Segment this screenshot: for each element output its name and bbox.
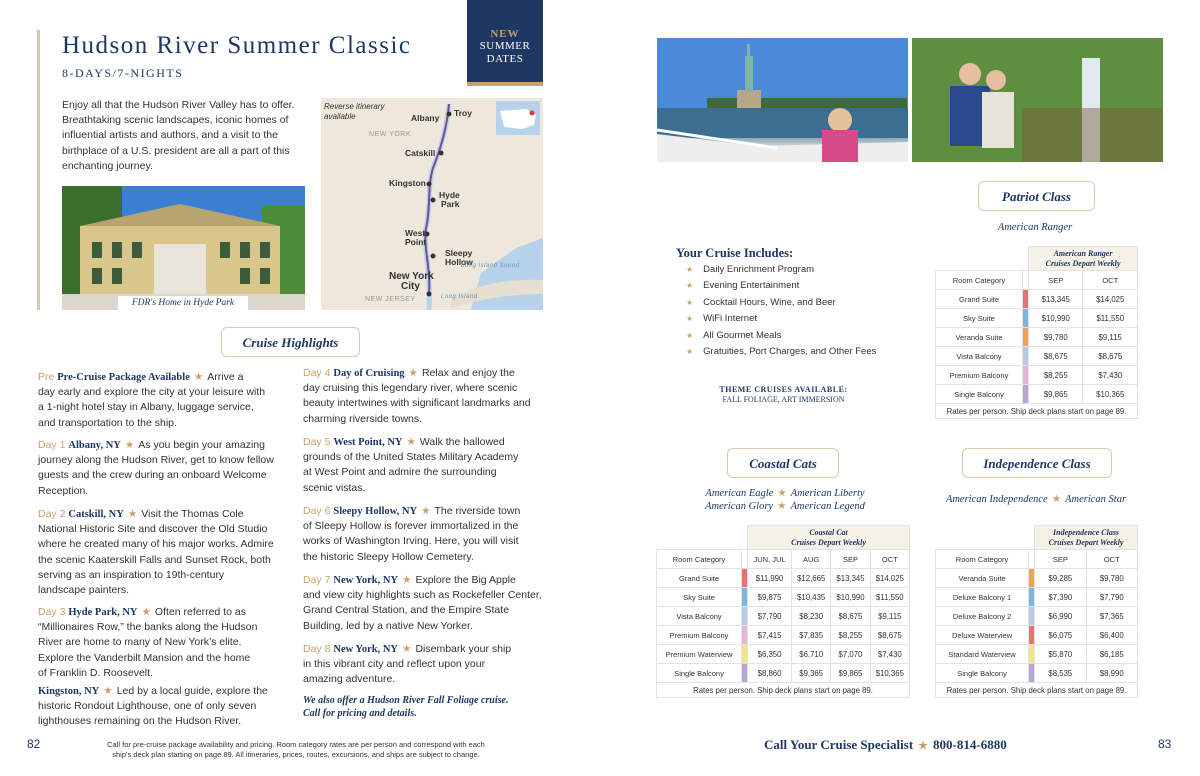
map-state-ny: NEW YORK	[369, 131, 411, 138]
table-row: Vista Balcony $8,675 $8,675	[936, 347, 1138, 366]
day-text: grounds of the United States Military Academy	[303, 451, 519, 464]
day-title: New York, NY	[333, 575, 399, 586]
table-row: Deluxe Waterview $6,075 $6,400	[936, 626, 1138, 645]
ship-name: American Ranger	[997, 222, 1073, 233]
ship-name: American Liberty	[790, 488, 865, 499]
day-text: The riverside town	[434, 505, 521, 517]
couple-waterfall-photo	[912, 38, 1163, 162]
star-icon: ★	[686, 314, 694, 324]
includes-item	[686, 311, 876, 327]
day-entry-pre: Pre Pre-Cruise Package Available ★ Arrive a day early and explore the city at your leisure with a 1-night hotel stay in Albany, luggage service, and transportation to the ship.	[38, 371, 266, 429]
page-number-left: 82	[27, 737, 41, 751]
independence-rates-table	[935, 525, 1138, 698]
day-text: charming riverside towns.	[303, 412, 423, 425]
phone-number[interactable]: 800-814-6880	[933, 737, 1007, 752]
cruise-highlights-label: Cruise Highlights	[221, 327, 360, 357]
ship-name: American Legend	[790, 501, 865, 512]
table-row: Deluxe Balcony 1 $7,390 $7,790	[936, 588, 1138, 607]
day-label: Pre	[38, 371, 55, 383]
map-hollow: Hollow	[445, 257, 473, 267]
statue-of-liberty-photo	[657, 38, 908, 162]
star-icon: ★	[686, 297, 694, 307]
table-head: American Ranger Cruises Depart Weekly	[1029, 247, 1138, 271]
table-row: Deluxe Balcony 2 $6,990 $7,365	[936, 607, 1138, 626]
column-header: AUG	[792, 550, 831, 569]
map-kingston: Kingston	[389, 178, 426, 188]
star-icon: ★	[918, 740, 929, 752]
day-text: historic Rondout Lighthouse, one of only seven	[38, 700, 257, 713]
star-icon: ★	[686, 330, 694, 340]
day-text: amazing adventure.	[303, 673, 396, 686]
map-nyc-2: City	[401, 281, 420, 292]
column-header: OCT	[870, 550, 909, 569]
intro-paragraph: Enjoy all that the Hudson River Valley has to offer. Breathtaking scenic landscapes, iconic homes of influential artists and authors, and a visit to the birthplace of a U.S. president are all a part of this enchanting journey.	[62, 99, 295, 172]
includes-item	[686, 278, 876, 294]
includes-item	[686, 262, 876, 278]
table-row: Premium Balcony $7,415 $7,835 $8,255 $8,675	[657, 626, 910, 645]
column-header: Room Category	[936, 271, 1023, 290]
map-west: West	[405, 228, 426, 238]
badge-line-2: SUMMER	[479, 40, 531, 52]
column-header: Room Category	[657, 550, 742, 569]
day-title: West Point, NY	[333, 437, 403, 448]
day-text: River are home to many of New York’s elite.	[38, 636, 242, 649]
day-text: landscape painters.	[38, 584, 130, 597]
day-title: Day of Cruising	[333, 368, 405, 379]
footnote-line-1: Call for pre-cruise package availability and pricing. Room category rates are per person and correspond with each	[107, 740, 485, 749]
column-header: Room Category	[936, 550, 1029, 569]
day-text: of Sleepy Hollow is forever immortalized in the	[303, 520, 519, 533]
coastal-rates-table	[656, 525, 910, 698]
statue-photo-illustration	[657, 38, 908, 162]
day-text: Walk the hallowed	[419, 436, 505, 448]
map-note-line-1: Reverse itinerary	[324, 102, 385, 111]
day-text: Explore the Vanderbilt Mansion and the home	[38, 651, 251, 664]
column-header: JUN, JUL	[748, 550, 792, 569]
day-label: Day 2	[38, 508, 66, 520]
day-label: Day 5	[303, 436, 331, 448]
day-text: the scenic Kaaterskill Falls and Sunset Rock, both	[38, 553, 271, 566]
includes-item-text: Gratuities, Port Charges, and Other Fees	[703, 346, 877, 358]
table-head: Independence Class Cruises Depart Weekly	[1035, 526, 1138, 550]
map-albany: Albany	[411, 113, 440, 123]
map-li-sound: Long Island Sound	[461, 263, 520, 269]
day-text: As you begin your amazing	[138, 439, 265, 451]
table-row: Grand Suite $13,345 $14,025	[936, 290, 1138, 309]
photo-caption: FDR's Home in Hyde Park	[118, 296, 248, 312]
theme-list: FALL FOLIAGE, ART IMMERSION	[722, 395, 845, 404]
fdr-home-photo	[62, 186, 305, 310]
day-label: Day 7	[303, 574, 331, 586]
day-entry-kingston: Kingston, NY ★ Led by a local guide, explore the historic Rondout Lighthouse, one of only seven lighthouses remaining on the Hudson River.	[38, 685, 268, 728]
table-row: Single Balcony $8,535 $8,990	[936, 664, 1138, 683]
includes-item	[686, 328, 876, 344]
theme-cruises	[676, 385, 891, 405]
map-note	[324, 102, 384, 122]
coastal-ships: American Eagle ★ American Liberty American Glory ★ American Legend	[705, 488, 865, 512]
day-text: and view city highlights such as Rockefeller Center,	[303, 589, 542, 602]
star-icon: ★	[686, 347, 694, 357]
independence-class-label: Independence Class	[962, 448, 1112, 478]
day-text: “Millionaires Row,” the banks along the Hudson	[38, 621, 258, 634]
includes-item-text: Evening Entertainment	[703, 280, 800, 292]
column-header: SEP	[831, 550, 870, 569]
day-title: Albany, NY	[68, 440, 121, 451]
ship-name: American Glory	[705, 501, 774, 512]
day-entry-5: Day 5 West Point, NY ★ Walk the hallowed grounds of the United States Military Academy at West Point and admire the surrounding scenic vistas.	[303, 436, 519, 494]
us-inset-map	[496, 101, 540, 135]
badge-line-3: DATES	[486, 53, 524, 65]
includes-item	[686, 344, 876, 360]
table-note: Rates per person. Ship deck plans start on page 89.	[936, 683, 1138, 698]
map-sleepy: Sleepy	[445, 248, 473, 258]
day-text: journey along the Hudson River, get to know fellow	[38, 454, 274, 467]
day-entry-3: Day 3 Hyde Park, NY ★ Often referred to as “Millionaires Row,” the banks along the Hudson River are home to many of New York’s elite. Explore the Vanderbilt Mansion and the home of Franklin D. Roosevelt.	[38, 606, 258, 679]
table-row: Single Balcony $8,860 $9,365 $9,865 $10,365	[657, 664, 910, 683]
ship-name: American Independence	[945, 494, 1048, 505]
table-row: Standard Waterview $5,870 $6,185	[936, 645, 1138, 664]
map-long-island: Long Island	[441, 294, 478, 300]
patriot-ships	[960, 221, 1110, 234]
day-text: beauty intertwines with significant landmarks and	[303, 397, 531, 410]
day-entry-4: Day 4 Day of Cruising ★ Relax and enjoy the day cruising this legendary river, where scenic beauty intertwines with significant landmarks and charming riverside towns.	[303, 367, 531, 425]
table-row: Vista Balcony $7,790 $8,230 $8,675 $9,115	[657, 607, 910, 626]
couple-photo-illustration	[912, 38, 1163, 162]
badge-line-1: NEW	[490, 28, 520, 40]
day-text: and transportation to the ship.	[38, 416, 177, 429]
day-text: works of Washington Irving. Here, you will visit	[303, 535, 519, 548]
table-row: Veranda Suite $9,780 $9,115	[936, 328, 1138, 347]
day-label: Day 1	[38, 439, 66, 451]
day-title: Pre-Cruise Package Available	[57, 372, 190, 383]
day-text: Explore the Big Apple	[415, 574, 516, 586]
day-text: Led by a local guide, explore the	[116, 685, 268, 697]
day-title: Hyde Park, NY	[68, 607, 138, 618]
day-text: Visit the Thomas Cole	[141, 508, 244, 520]
table-row: Veranda Suite $9,285 $9,780	[936, 569, 1138, 588]
table-note: Rates per person. Ship deck plans start on page 89.	[657, 683, 910, 698]
patriot-class-label: Patriot Class	[978, 181, 1095, 211]
map-note-line-2: available	[324, 112, 356, 121]
star-icon: ★	[686, 265, 694, 274]
table-row: Grand Suite $11,990 $12,665 $13,345 $14,025	[657, 569, 910, 588]
ship-name: American Eagle	[705, 488, 774, 499]
page-number-right: 83	[1158, 737, 1172, 751]
map-state-nj: NEW JERSEY	[365, 296, 416, 303]
day-text: Arrive a	[207, 371, 244, 383]
call-to-action	[764, 737, 1007, 753]
fall-foliage-offer	[303, 694, 533, 720]
coastal-cats-label: Coastal Cats	[727, 448, 839, 478]
day-text: day early and explore the city at your leisure with	[38, 386, 266, 399]
map-nyc-1: New York	[389, 271, 434, 282]
column-header: SEP	[1035, 550, 1086, 569]
day-title: Kingston, NY	[38, 686, 100, 697]
day-text: at West Point and admire the surrounding	[303, 466, 497, 479]
map-point: Point	[405, 237, 427, 247]
table-row: Premium Balcony $8,255 $7,430	[936, 366, 1138, 385]
day-title: Catskill, NY	[68, 509, 124, 520]
map-catskill: Catskill	[405, 148, 436, 158]
day-text: a 1-night hotel stay in Albany, luggage service,	[38, 401, 254, 414]
day-label: Day 4	[303, 367, 331, 379]
includes-title: Your Cruise Includes:	[676, 246, 794, 260]
table-row: Sky Suite $10,990 $11,550	[936, 309, 1138, 328]
day-text: of Franklin D. Roosevelt.	[38, 666, 153, 679]
includes-list	[686, 262, 876, 360]
day-entry-8: Day 8 New York, NY ★ Disembark your ship in this vibrant city and reflect upon your amazing adventure.	[303, 643, 512, 686]
patriot-rates-table	[935, 246, 1138, 419]
table-head: Coastal Cat Cruises Depart Weekly	[748, 526, 910, 550]
day-text: National Historic Site and discover the Old Studio	[38, 523, 268, 536]
day-text: in this vibrant city and reflect upon your	[303, 658, 486, 671]
includes-item-text: Cocktail Hours, Wine, and Beer	[703, 296, 836, 308]
table-row: Premium Waterview $6,350 $6,710 $7,070 $7,430	[657, 645, 910, 664]
day-text: lighthouses remaining on the Hudson River.	[38, 715, 242, 728]
table-row: Single Balcony $9,865 $10,365	[936, 385, 1138, 404]
us-outline-icon	[496, 101, 540, 135]
star-icon: ★	[686, 281, 694, 291]
day-text: Disembark your ship	[415, 643, 512, 655]
includes-item-text: Daily Enrichment Program	[703, 264, 815, 275]
day-text: Often referred to as	[154, 606, 246, 618]
theme-title: THEME CRUISES AVAILABLE:	[719, 385, 848, 394]
day-entry-7: Day 7 New York, NY ★ Explore the Big Apple and view city highlights such as Rockefeller Center, Grand Central Station, and the Empire State Building, led by a native New Yorker.	[303, 574, 542, 632]
footnote	[86, 740, 506, 760]
column-header: OCT	[1083, 271, 1138, 290]
day-label: Day 3	[38, 606, 66, 618]
itinerary-map	[321, 98, 543, 310]
page-title: Hudson River Summer Classic	[62, 32, 412, 59]
title-accent-bar	[37, 30, 40, 310]
day-entry-2: Day 2 Catskill, NY ★ Visit the Thomas Cole National Historic Site and discover the Old Studio where he created many of his major works. Admire the scenic Kaaterskill Falls and Sunset Rock, both serving as an inspiration to 19th-century landscape painters.	[38, 508, 274, 597]
column-header: OCT	[1086, 550, 1137, 569]
day-text: serving as an inspiration to 19th-century	[38, 568, 225, 581]
day-title: New York, NY	[333, 644, 399, 655]
offer-line-2: Call for pricing and details.	[303, 708, 417, 719]
new-dates-badge	[467, 0, 543, 86]
day-text: scenic vistas.	[303, 481, 366, 494]
independence-ships: American Independence ★ American Star	[945, 494, 1127, 505]
day-entry-1: Day 1 Albany, NY ★ As you begin your amazing journey along the Hudson River, get to know fellow guests and the crew during an onboard Welcome Reception.	[38, 439, 274, 497]
table-row: Sky Suite $9,875 $10,435 $10,990 $11,550	[657, 588, 910, 607]
day-text: Building, led by a native New Yorker.	[303, 619, 473, 632]
ship-name: American Star	[1065, 494, 1127, 505]
day-text: Relax and enjoy the	[421, 367, 515, 379]
table-note: Rates per person. Ship deck plans start on page 89.	[936, 404, 1138, 419]
day-text: Reception.	[38, 484, 89, 497]
fdr-home-illustration	[62, 186, 305, 310]
day-label: Day 6	[303, 505, 331, 517]
day-text: Grand Central Station, and the Empire State	[303, 604, 510, 617]
day-entry-6: Day 6 Sleepy Hollow, NY ★ The riverside town of Sleepy Hollow is forever immortalized in the works of Washington Irving. Here, you will visit the historic Sleepy Hollow Cemetery.	[303, 505, 521, 563]
day-text: the historic Sleepy Hollow Cemetery.	[303, 550, 474, 563]
column-header: SEP	[1029, 271, 1083, 290]
offer-line-1: We also offer a Hudson River Fall Foliage cruise.	[303, 695, 509, 706]
includes-item-text: WiFi Internet	[703, 313, 758, 325]
map-troy: Troy	[454, 108, 472, 118]
map-park: Park	[441, 199, 460, 209]
map-hyde: Hyde	[439, 190, 460, 200]
footnote-line-2: ship's deck plan starting on page 89. All itineraries, prices, routes, excursions, and ships are subject to change.	[112, 750, 480, 759]
page-subtitle: 8-DAYS/7-NIGHTS	[62, 66, 184, 80]
day-label: Day 8	[303, 643, 331, 655]
day-text: day cruising this legendary river, where scenic	[303, 382, 518, 395]
includes-item-text: All Gourmet Meals	[703, 329, 782, 341]
day-text: where he created many of his major works. Admire	[38, 538, 274, 551]
cta-label: Call Your Cruise Specialist	[764, 737, 914, 752]
day-title: Sleepy Hollow, NY	[333, 506, 418, 517]
day-text: guests and the crew during an onboard Welcome	[38, 469, 267, 482]
includes-item	[686, 295, 876, 311]
